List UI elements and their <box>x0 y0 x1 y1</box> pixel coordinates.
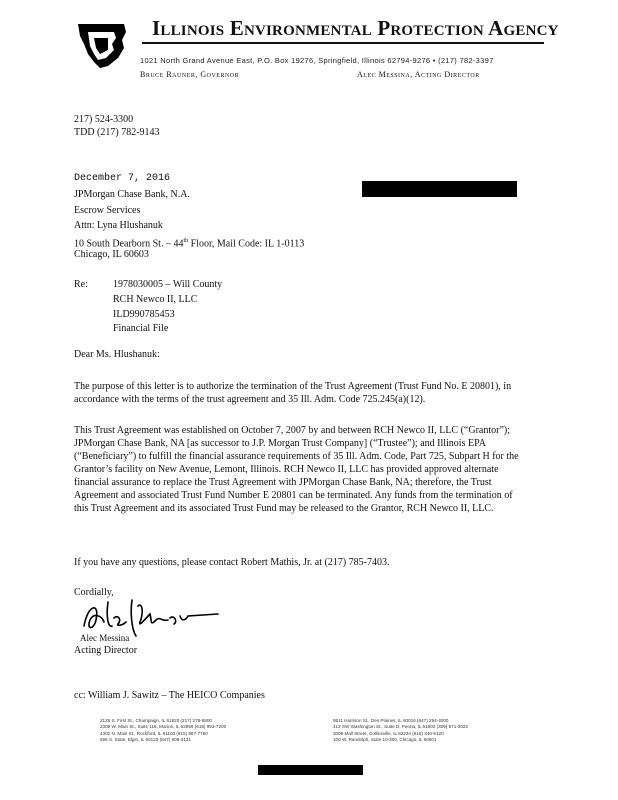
valediction: Cordially, <box>74 587 114 598</box>
footer-office: 4302 N. Main St., Rockford, IL 61103 (815) 987-7760 <box>100 730 208 736</box>
signer-title: Acting Director <box>74 645 138 656</box>
signer-name: Alec Messina <box>80 633 130 643</box>
header-rule <box>142 42 544 44</box>
recipient-bank: JPMorgan Chase Bank, N.A. <box>74 189 190 200</box>
re-company: RCH Newco II, LLC <box>113 294 198 305</box>
director-name: Alec Messina, Acting Director <box>357 70 480 79</box>
paragraph-contact: If you have any questions, please contact Robert Mathis, Jr. at (217) 785-7403. <box>74 557 390 568</box>
footer-office: 100 W. Randolph, Suite 10-300, Chicago, IL 60601 <box>333 736 437 742</box>
recipient-department: Escrow Services <box>74 205 141 216</box>
letter-date: December 7, 2016 <box>74 173 171 184</box>
governor-name: Bruce Rauner, Governor <box>140 70 240 79</box>
re-file: Financial File <box>113 323 169 334</box>
footer-office: 2009 Mall Street, Collinsville, IL 62234 (618) 346-5120 <box>333 730 444 736</box>
footer-offices-left <box>100 718 226 743</box>
paragraph-purpose: The purpose of this letter is to authorize the termination of the Trust Agreement (Trust Fund No. E 20801), in accordance with the terms of the trust agreement and 35 Ill. Adm. Code 725.245(a)(12). <box>74 381 512 405</box>
agency-address: 1021 North Grand Avenue East, P.O. Box 19276, Springfield, Illinois 62794-9276 • (217) 782-3397 <box>140 56 494 65</box>
illinois-epa-logo <box>74 18 130 70</box>
footer-redaction-bar <box>258 765 363 775</box>
recipient-street: 10 South Dearborn St. – 44th Floor, Mail Code: IL 1-0113 <box>74 238 305 250</box>
phone-number: 217) 524-3300 <box>74 114 134 125</box>
footer-office: 595 S. State, Elgin, IL 60123 (847) 608-3131 <box>100 736 192 742</box>
footer-office: 2125 S. First St., Champaign, IL 61820 (217) 278-5800 <box>100 718 212 723</box>
agency-name: Illinois Environmental Protection Agency <box>152 16 559 40</box>
re-epa-id: ILD990785453 <box>113 309 175 320</box>
recipient-attention: Attn: Lyna Hlushanuk <box>74 220 163 231</box>
footer-office: 2309 W. Main St., Suite 116, Marion, IL 62959 (618) 993-7200 <box>100 724 227 730</box>
salutation: Dear Ms. Hlushanuk: <box>74 349 160 360</box>
carbon-copy: cc: William J. Sawitz – The HEICO Companies <box>74 690 265 701</box>
re-label: Re: <box>74 279 88 290</box>
footer-office: 412 SW Washington St., Suite D, Peoria, IL 61602 (309) 671-3022 <box>333 724 468 730</box>
tdd-number: TDD (217) 782-9143 <box>74 127 160 138</box>
footer-office: 9511 Harrison St., Des Plaines, IL 60016 (847) 294-4000 <box>333 718 449 723</box>
re-site-id: 1978030005 – Will County <box>113 279 223 290</box>
recipient-city: Chicago, IL 60603 <box>74 249 149 260</box>
footer-offices-right <box>333 718 468 743</box>
redaction-bar <box>362 181 517 197</box>
paragraph-trust-details: This Trust Agreement was established on October 7, 2007 by and between RCH Newco II, LLC (“Grantor”); JPMorgan Chase Bank, NA [as successor to J.P. Morgan Trust Company] (“Trustee”); and Illinois EPA (“Beneficiary”) to fulfill the financial assurance requirements of 35 Ill. Adm. Code, Part 725, Subpart H for the Grantor’s facility on New Avenue, Lemont, Illinois. RCH Newco II, LLC has provided approved alternate financial assurance to replace the Trust Agreement with JPMorgan Chase Bank, NA; therefore, the Trust Agreement and associated Trust Fund Number E 20801 can be terminated. Any funds from the termination of this Trust Agreement and its associated Trust Fund may be released to the Grantor, RCH Newco II, LLC. <box>74 425 519 514</box>
